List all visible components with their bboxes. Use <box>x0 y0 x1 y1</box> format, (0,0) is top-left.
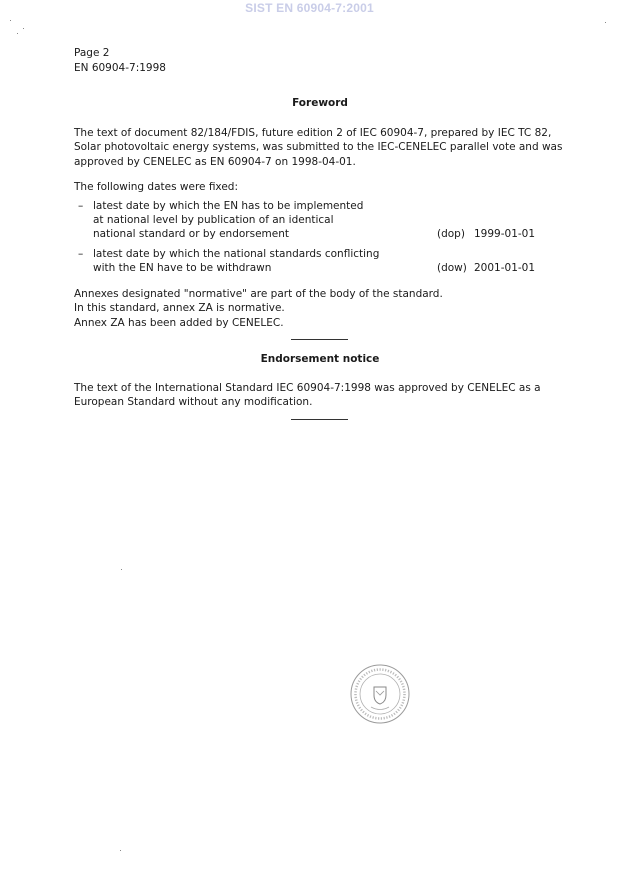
scan-speck <box>10 20 11 21</box>
dates-intro: The following dates were fixed: <box>74 181 238 193</box>
date-item-line: latest date by which the national standards conflicting <box>93 248 380 260</box>
scan-speck <box>23 28 24 29</box>
section-divider <box>291 419 348 420</box>
date-value: 1999-01-01 <box>474 228 536 240</box>
endorsement-text <box>74 381 574 410</box>
page-number: Page 2 <box>74 47 110 59</box>
date-item-dow <box>78 247 548 275</box>
intro-line: approved by CENELEC as EN 60904-7 on 1998-04-01. <box>74 155 356 168</box>
annex-notes <box>74 287 574 330</box>
date-item-dop <box>78 199 548 241</box>
scan-speck <box>120 850 121 851</box>
date-value: 2001-01-01 <box>474 262 536 274</box>
scan-speck <box>605 22 606 23</box>
date-code: (dow) <box>437 262 467 274</box>
endorsement-line: The text of the International Standard IEC 60904-7:1998 was approved by CENELEC as a <box>74 382 541 394</box>
date-item-line: at national level by publication of an identical <box>93 214 334 226</box>
endorsement-line: European Standard without any modification. <box>74 396 313 409</box>
intro-line: The text of document 82/184/FDIS, future edition 2 of IEC 60904-7, prepared by IEC TC 82, <box>74 127 552 139</box>
page-header <box>74 46 166 76</box>
seal-stamp-icon <box>349 663 411 725</box>
foreword-heading: Foreword <box>292 97 348 109</box>
annex-line: Annex ZA has been added by CENELEC. <box>74 316 284 329</box>
dash-bullet: – <box>78 200 84 212</box>
endorsement-heading: Endorsement notice <box>260 353 380 365</box>
date-item-line: with the EN have to be withdrawn <box>93 262 272 274</box>
annex-line: In this standard, annex ZA is normative. <box>74 302 285 315</box>
date-item-text <box>93 199 423 241</box>
date-item-line: national standard or by endorsement <box>93 228 290 240</box>
watermark: SIST EN 60904-7:2001 <box>245 1 374 15</box>
scan-speck <box>121 569 122 570</box>
intro-line: Solar photovoltaic energy systems, was submitted to the IEC-CENELEC parallel vote and was <box>74 141 563 154</box>
date-item-text <box>93 247 423 275</box>
section-divider <box>291 339 348 340</box>
document-id: EN 60904-7:1998 <box>74 62 166 74</box>
date-code: (dop) <box>437 228 465 240</box>
foreword-intro <box>74 126 574 169</box>
date-item-line: latest date by which the EN has to be implemented <box>93 200 364 212</box>
scan-speck <box>17 33 18 34</box>
dash-bullet: – <box>78 248 84 260</box>
annex-line: Annexes designated "normative" are part of the body of the standard. <box>74 288 443 300</box>
